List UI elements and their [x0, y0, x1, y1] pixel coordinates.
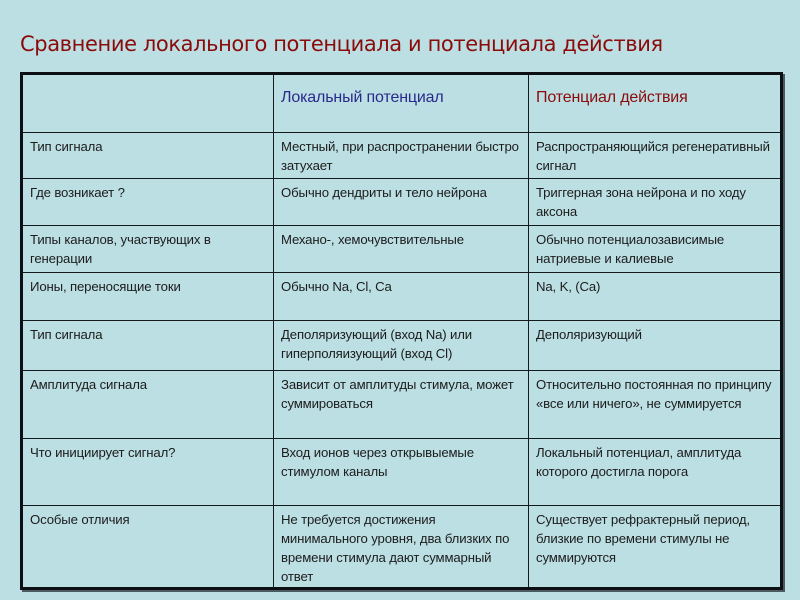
- feature-cell: Что инициирует сигнал?: [23, 438, 274, 505]
- local-cell: Механо-, хемочувствительные: [274, 225, 529, 272]
- action-cell: Na, K, (Ca): [529, 272, 781, 320]
- table-row: [23, 320, 780, 370]
- action-cell: Обычно потенциалозависимые натриевые и калиевые: [529, 225, 781, 272]
- header-local-potential: Локальный потенциал: [274, 75, 529, 132]
- page-title: Сравнение локального потенциала и потенциала действия: [20, 32, 663, 56]
- feature-cell: Где возникает ?: [23, 178, 274, 225]
- header-cell-empty: [23, 75, 274, 132]
- feature-cell: Типы каналов, участвующих в генерации: [23, 225, 274, 272]
- feature-cell: Тип сигнала: [23, 320, 274, 370]
- action-cell: Распространяющийся регенеративный сигнал: [529, 132, 781, 178]
- comparison-table: [20, 72, 783, 590]
- table-row: [23, 370, 780, 438]
- table-row: [23, 225, 780, 272]
- local-cell: Деполяризующий (вход Na) или гиперполяизующий (вход Cl): [274, 320, 529, 370]
- action-cell: Относительно постоянная по принципу «все или ничего», не суммируется: [529, 370, 781, 438]
- local-cell: Обычно дендриты и тело нейрона: [274, 178, 529, 225]
- action-cell: Триггерная зона нейрона и по ходу аксона: [529, 178, 781, 225]
- local-cell: Вход ионов через открывыемые стимулом каналы: [274, 438, 529, 505]
- feature-cell: Особые отличия: [23, 505, 274, 588]
- feature-cell: Амплитуда сигнала: [23, 370, 274, 438]
- feature-cell: Ионы, переносящие токи: [23, 272, 274, 320]
- local-cell: Зависит от амплитуды стимула, может суммироваться: [274, 370, 529, 438]
- action-cell: Локальный потенциал, амплитуда которого достигла порога: [529, 438, 781, 505]
- table-header-row: [23, 75, 780, 132]
- table-row: [23, 505, 780, 588]
- local-cell: Не требуется достижения минимального уровня, два близких по времени стимула дают суммарный ответ: [274, 505, 529, 588]
- header-action-potential: Потенциал действия: [529, 75, 781, 132]
- local-cell: Обычно Na, Cl, Ca: [274, 272, 529, 320]
- table-row: [23, 272, 780, 320]
- action-cell: Существует рефрактерный период, близкие по времени стимулы не суммируются: [529, 505, 781, 588]
- table-row: [23, 438, 780, 505]
- table-row: [23, 132, 780, 178]
- feature-cell: Тип сигнала: [23, 132, 274, 178]
- action-cell: Деполяризующий: [529, 320, 781, 370]
- local-cell: Местный, при распространении быстро затухает: [274, 132, 529, 178]
- table-row: [23, 178, 780, 225]
